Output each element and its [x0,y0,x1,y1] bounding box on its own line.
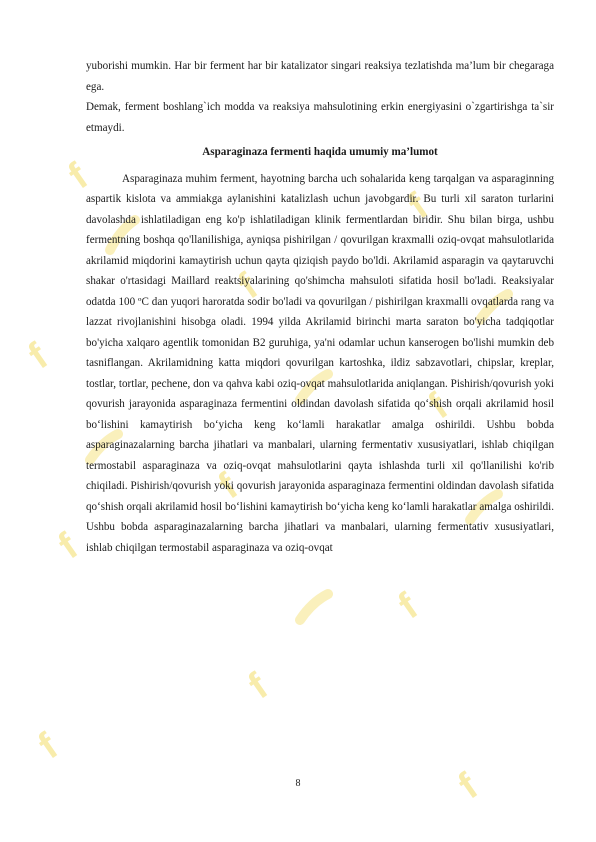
document-body [86,56,554,558]
svg-text:f: f [391,585,426,628]
svg-text:f: f [211,465,246,508]
intro-paragraph: Demak, ferment boshlang`ich modda va reaksiya mahsulotining erkin energiyasini o`zgartirishga ta`sir etmaydi. [86,101,554,134]
svg-text:f: f [31,725,66,768]
intro-paragraph: yuborishi mumkin. Har bir ferment har bir katalizator singari reaksiya tezlatishda ma’lum bir chegaraga ega. [86,60,554,93]
svg-text:f: f [401,185,436,228]
svg-text:f: f [451,765,486,808]
svg-text:f: f [51,525,86,568]
svg-text:f: f [21,335,56,378]
section-heading: Asparaginaza fermenti haqida umumiy ma’lumot [202,146,438,158]
page-number: 8 [295,778,301,789]
svg-text:f: f [61,155,96,198]
svg-text:f: f [421,385,456,428]
svg-text:f: f [231,265,266,308]
svg-text:f: f [241,665,276,708]
body-paragraph: Asparaginaza muhim ferment, hayotning barcha uch sohalarida keng tarqalgan va asparaginning aspartik kislota va ammiakga aylanishini katalizlash uchun javobgardir. Bu turli xil saraton turlarini davolashda ishlatiladigan eng ko'p ishlatiladigan klinik fermentlardan biridir. Shu bilan birga, ushbu fermentning boshqa qo'llanilishiga, ayniqsa pishirilgan / qovurilgan kraxmalli oziq-ovqat mahsulotlarida akrilamid miqdorini kamaytirish uchun qayta qiziqish paydo bo'ldi. Akrilamid asparagin va qaytaruvchi shakar o'rtasidagi Maillard reaktsiyalarining qo'shimcha mahsuloti sifatida hosil bo'ladi. Reaksiyalar odatda 100 ºC dan yuqori haroratda sodir bo'ladi va qovurilgan / pishirilgan kraxmalli ovqatlarda rang va lazzat rivojlanishini hisobga oladi. 1994 yilda Akrilamid birinchi marta saraton bo'yicha tadqiqotlar bo'yicha xalqaro agentlik tomonidan B2 guruhiga, ya'ni odamlar uchun kanserogen bo'lishi mumkin deb tasniflangan. Akrilamidning katta miqdori qovurilgan kartoshka, ildiz sabzavotlari, chipslar, kreplar, tostlar, tortlar, pechene, don va qahva kabi oziq-ovqat mahsulotlarida aniqlangan. Pishirish/qovurish yoki qovurish jarayonida asparaginaza fermentini oldindan davolash sifatida qo‘shish orqali akrilamid hosil bo‘lishini kamaytirish bo‘yicha keng ko‘lamli harakatlar amalga oshirildi. Ushbu bobda asparaginazalarning barcha jihatlari va manbalari, ularning fermentativ xususiyatlari, ishlab chiqilgan termostabil asparaginaza va oziq-ovqat mahsulotlarini qayta ishlashda turli xil qo'llanilishi ko'rib chiqiladi. Pishirish/qovurish yoki qovurish jarayonida asparaginaza fermentini oldindan davolash sifatida qo‘shish orqali akrilamid hosil bo‘lishini kamaytirish bo‘yicha keng ko‘lamli harakatlar amalga oshirildi. Ushbu bobda asparaginazalarning barcha jihatlari va manbalari, ularning fermentativ xususiyatlari, ishlab chiqilgan termostabil asparaginaza va oziq-ovqat [86,172,554,554]
